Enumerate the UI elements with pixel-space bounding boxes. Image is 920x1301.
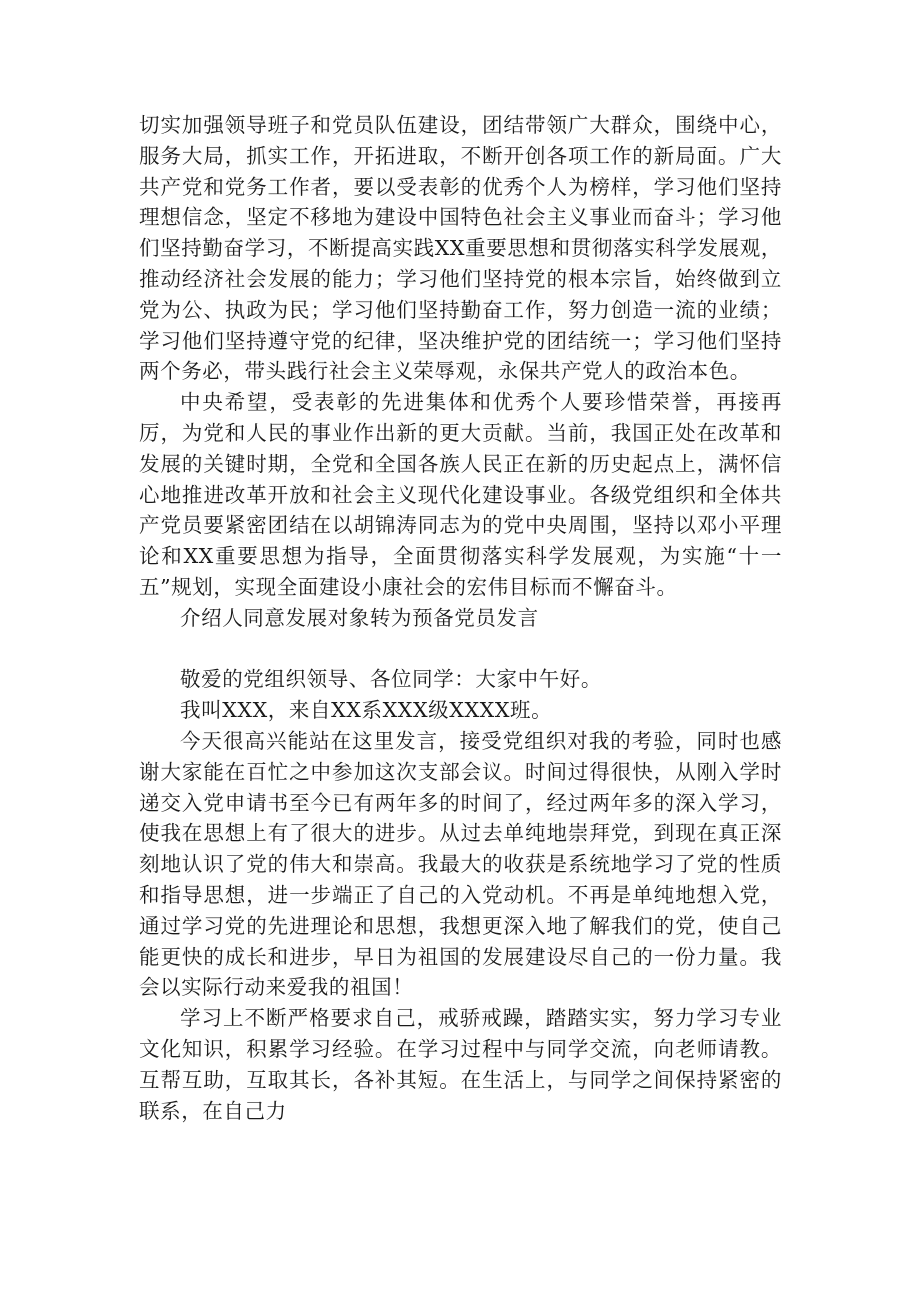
paragraph-study-life: 学习上不断严格要求自己，戒骄戒躁，踏踏实实，努力学习专业文化知识，积累学习经验。在学习过程中与同学交流，向老师请教。互帮互助，互取其长，各补其短。在生活上，与同学之间保持紧密的联系，在自己力 <box>139 1006 782 1123</box>
document-body <box>139 110 782 1126</box>
self-introduction: 我叫XXX，来自XX系XXX级XXXX班。 <box>180 698 553 723</box>
blank-line <box>139 634 782 665</box>
paragraph-continued: 切实加强领导班子和党员队伍建设，团结带领广大群众，围绕中心，服务大局，抓实工作，开拓进取，不断开创各项工作的新局面。广大共产党和党务工作者，要以受表彰的优秀个人为榜样，学习他们坚持理想信念，坚定不移地为建设中国特色社会主义事业而奋斗；学习他们坚持勤奋学习，不断提高实践XX重要思想和贯彻落实科学发展观，推动经济社会发展的能力；学习他们坚持党的根本宗旨，始终做到立党为公、执政为民；学习他们坚持勤奋工作，努力创造一流的业绩；学习他们坚持遵守党的纪律，坚决维护党的团结统一；学习他们坚持两个务必，带头践行社会主义荣辱观，永保共产党人的政治本色。 <box>139 113 782 384</box>
paragraph-central-hope: 中央希望，受表彰的先进集体和优秀个人要珍惜荣誉，再接再厉，为党和人民的事业作出新的更大贡献。当前，我国正处在改革和发展的关键时期，全党和全国各族人民正在新的历史起点上，满怀信心地推进改革开放和社会主义现代化建设事业。各级党组织和全体共产党员要紧密团结在以胡锦涛同志为的党中央周围，坚持以邓小平理论和XX重要思想为指导，全面贯彻落实科学发展观，为实施“十一五”规划，实现全面建设小康社会的宏伟目标而不懈奋斗。 <box>139 390 782 599</box>
paragraph-speech-progress: 今天很高兴能站在这里发言，接受党组织对我的考验，同时也感谢大家能在百忙之中参加这次支部会议。时间过得很快，从刚入学时递交入党申请书至今已有两年多的时间了，经过两年多的深入学习，使我在思想上有了很大的进步。从过去单纯地崇拜党，到现在真正深刻地认识了党的伟大和崇高。我最大的收获是系统地学习了党的性质和指导思想，进一步端正了自己的入党动机。不再是单纯地想入党，通过学习党的先进理论和思想，我想更深入地了解我们的党，使自己能更快的成长和进步，早日为祖国的发展建设尽自己的一份力量。我会以实际行动来爱我的祖国！ <box>139 728 782 1000</box>
section-title: 介绍人同意发展对象转为预备党员发言 <box>180 605 539 630</box>
greeting: 敬爱的党组织领导、各位同学：大家中午好。 <box>180 667 602 692</box>
